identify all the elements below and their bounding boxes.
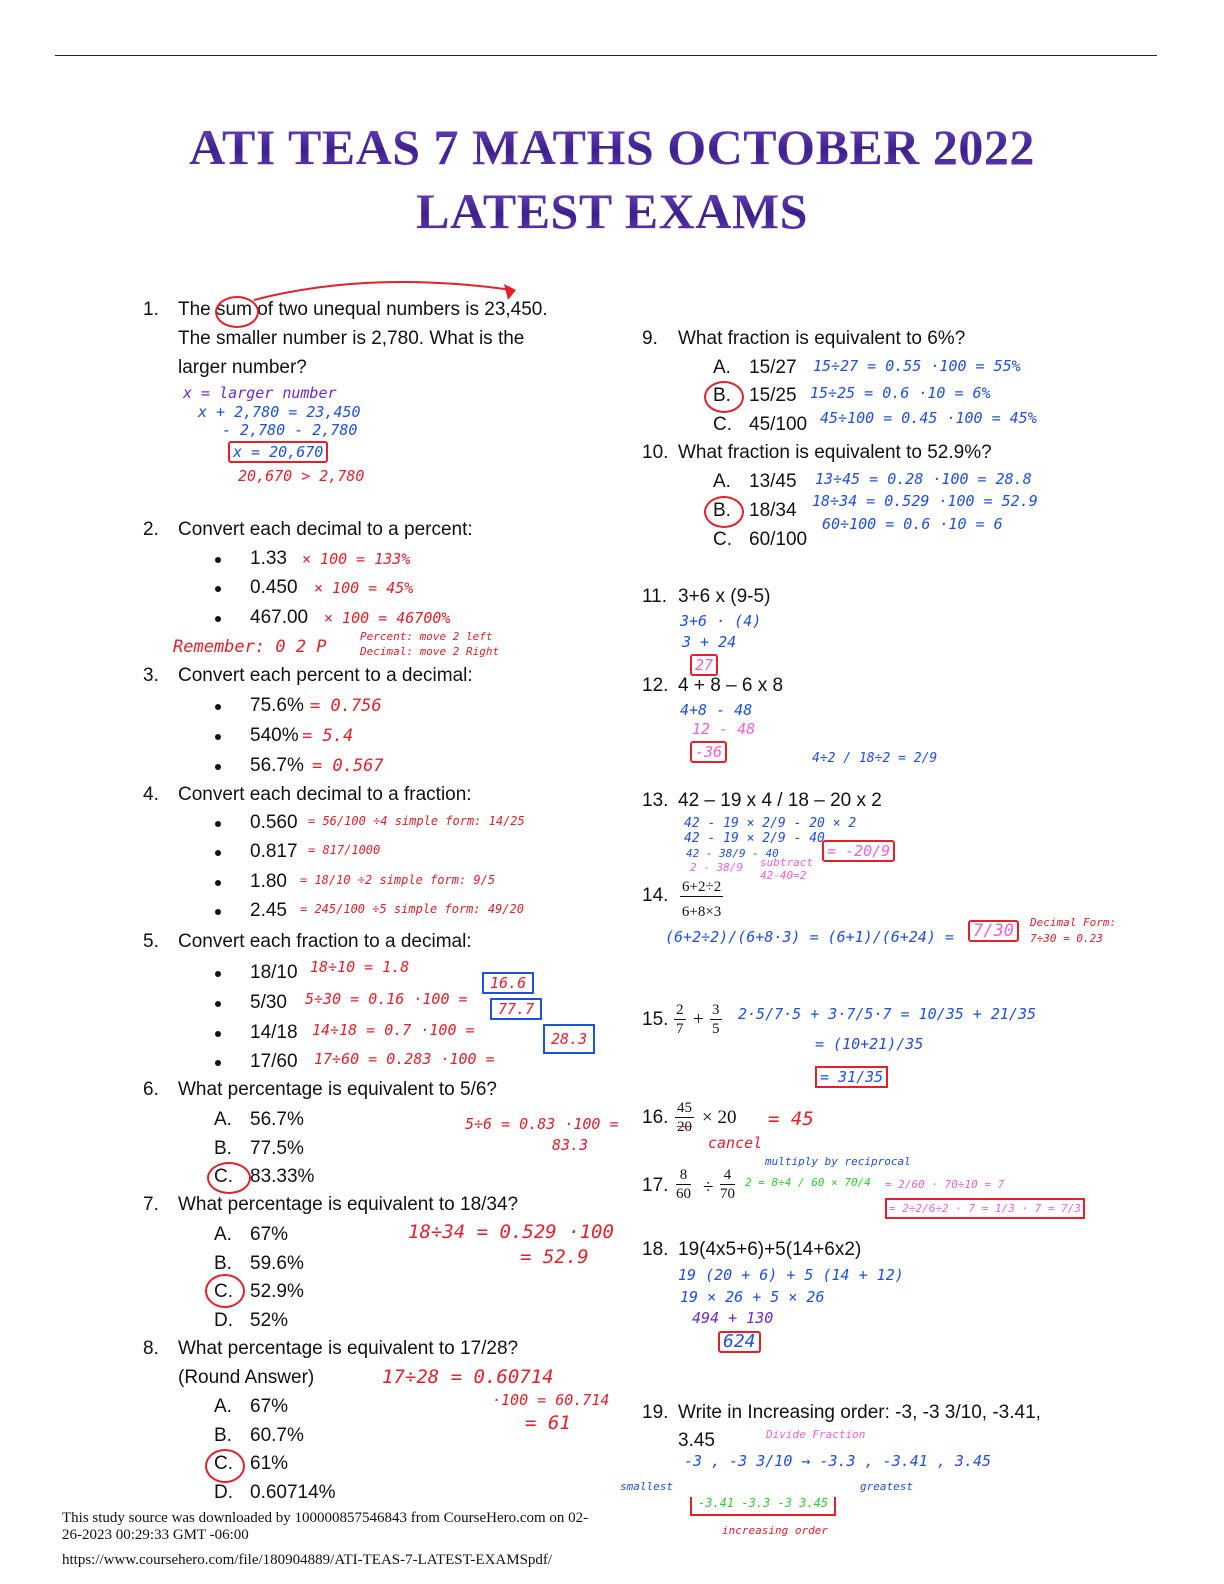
handwritten-note: ·100 = 60.714 <box>492 1391 610 1409</box>
option-letter: B. <box>214 1138 232 1159</box>
handwritten-answer: = -20/9 <box>822 840 895 862</box>
handwritten-note: 15÷25 = 0.6 ·10 = 6% <box>810 384 991 402</box>
option-letter: C. <box>214 1166 233 1187</box>
question-number: 9. <box>642 328 658 349</box>
handwritten-note: x + 2,780 = 23,450 <box>198 403 361 421</box>
annotation-arrow <box>250 276 530 306</box>
handwritten-note: 3 + 24 <box>682 633 737 651</box>
bullet <box>215 880 221 886</box>
handwritten-answer: = 45 <box>768 1108 814 1130</box>
list-item: 0.450 <box>250 577 298 598</box>
option-text: 15/25 <box>749 385 797 406</box>
question-text: larger number? <box>178 357 307 378</box>
question-number: 14. <box>642 885 669 906</box>
handwritten-note: (6+2÷2)/(6+8·3) = (6+1)/(6+24) = <box>665 928 954 946</box>
numerator: 8 <box>676 1166 691 1185</box>
question-number: 19. <box>642 1402 669 1423</box>
handwritten-note: = 52.9 <box>520 1246 589 1268</box>
option-letter: D. <box>214 1482 233 1503</box>
question-text: 4 + 8 – 6 x 8 <box>678 675 784 696</box>
handwritten-note: 4+8 - 48 <box>680 701 753 719</box>
handwritten-note: 19 × 26 + 5 × 26 <box>680 1288 825 1306</box>
question-number: 7. <box>143 1194 159 1215</box>
handwritten-answer: 28.3 <box>543 1024 595 1054</box>
denominator: 7 <box>676 1021 684 1037</box>
denominator: 70 <box>720 1186 735 1202</box>
bullet <box>215 704 221 710</box>
option-letter: A. <box>713 471 731 492</box>
option-text: 15/27 <box>749 357 797 378</box>
option-letter: C. <box>713 529 732 550</box>
handwritten-note: = 817/1000 <box>308 843 381 857</box>
fraction <box>710 1001 722 1038</box>
option-text: 60.7% <box>250 1425 304 1446</box>
answer-circle <box>207 1162 251 1194</box>
handwritten-note: 494 + 130 <box>692 1309 774 1327</box>
option-letter: B. <box>214 1425 232 1446</box>
handwritten-note: 2·5/7·5 + 3·7/5·7 = 10/35 + 21/35 <box>738 1005 1037 1023</box>
handwritten-note: 2 - 38/9 <box>690 861 743 874</box>
question-number: 5. <box>143 931 159 952</box>
handwritten-note: x = larger number <box>183 384 337 402</box>
title-line-2: LATEST EXAMS <box>0 182 1224 240</box>
handwritten-note: 5÷6 = 0.83 ·100 = <box>465 1115 619 1133</box>
numerator: 3 <box>712 1002 720 1018</box>
handwritten-note: 42 - 38/9 - 40 <box>686 847 779 860</box>
handwritten-note: smallest <box>620 1480 673 1493</box>
list-item: 1.80 <box>250 871 287 892</box>
handwritten-note: 60÷100 = 0.6 ·10 = 6 <box>822 515 1003 533</box>
question-text: Convert each fraction to a decimal: <box>178 931 472 952</box>
option-text: 60/100 <box>749 529 808 550</box>
handwritten-note: 18÷34 = 0.529 ·100 <box>408 1221 614 1243</box>
list-item: 0.817 <box>250 841 298 862</box>
handwritten-note: greatest <box>860 1480 913 1493</box>
handwritten-note: 2 = 8÷4 / 60 × 70/4 <box>745 1176 871 1189</box>
bullet <box>215 1001 221 1007</box>
numerator: 2 <box>676 1002 684 1018</box>
handwritten-answer: = 31/35 <box>815 1066 888 1088</box>
bullet <box>215 734 221 740</box>
denominator: 5 <box>712 1021 720 1037</box>
option-text: 56.7% <box>250 1109 304 1130</box>
option-letter: B. <box>214 1253 232 1274</box>
handwritten-note: = 0.567 <box>312 756 384 776</box>
question-number: 11. <box>642 586 668 607</box>
fraction <box>675 1099 694 1136</box>
option-letter: A. <box>214 1109 232 1130</box>
bullet <box>215 971 221 977</box>
question-text: 42 – 19 x 4 / 18 – 20 x 2 <box>678 790 882 811</box>
question-text: What percentage is equivalent to 17/28? <box>178 1338 519 1359</box>
handwritten-note: = 0.756 <box>310 696 382 716</box>
fraction <box>676 1166 691 1203</box>
handwritten-note: Decimal Form: <box>1030 916 1117 929</box>
handwritten-note: 20,670 > 2,780 <box>238 467 365 485</box>
option-letter: A. <box>713 357 731 378</box>
list-item: 75.6% <box>250 695 304 716</box>
option-text: 77.5% <box>250 1138 304 1159</box>
handwritten-note: 14÷18 = 0.7 ·100 = <box>312 1021 475 1039</box>
question-number: 6. <box>143 1079 159 1100</box>
denominator: 6+8×3 <box>681 904 722 920</box>
option-text: 59.6% <box>250 1253 304 1274</box>
numerator: 45 <box>677 1100 692 1116</box>
option-letter: B. <box>713 500 731 521</box>
option-text: 45/100 <box>749 414 808 435</box>
header-rule <box>55 55 1157 56</box>
handwritten-note: 3+6 · (4) <box>680 612 762 630</box>
question-number: 8. <box>143 1338 159 1359</box>
question-number: 15. <box>642 1009 669 1030</box>
handwritten-answer: 27 <box>690 654 718 676</box>
question-text: The sum of two unequal numbers is 23,450. <box>178 299 548 320</box>
fraction <box>720 1166 735 1203</box>
list-item: 5/30 <box>250 992 287 1013</box>
handwritten-note: = 245/100 ÷5 simple form: 49/20 <box>300 902 524 916</box>
handwritten-note: = (10+21)/35 <box>815 1035 924 1053</box>
bullet <box>215 909 221 915</box>
list-item: 17/60 <box>250 1051 298 1072</box>
handwritten-note: - 2,780 - 2,780 <box>222 421 358 439</box>
list-item: 2.45 <box>250 900 287 921</box>
option-text: 13/45 <box>749 471 797 492</box>
handwritten-note: 18÷10 = 1.8 <box>310 958 410 976</box>
answer-circle <box>205 1274 245 1308</box>
handwritten-answer: x = 20,670 <box>228 441 328 463</box>
list-item: 540% <box>250 725 299 746</box>
question-text: (Round Answer) <box>178 1367 315 1388</box>
handwritten-answer: = 2÷2/6÷2 · 7 = 1/3 · 7 = 7/3 <box>885 1198 1085 1219</box>
bullet <box>215 1031 221 1037</box>
handwritten-note: Remember: 0 2 P <box>173 637 327 657</box>
question-number: 18. <box>642 1239 669 1260</box>
operator: ÷ <box>703 1177 714 1198</box>
question-text: What percentage is equivalent to 18/34? <box>178 1194 519 1215</box>
handwritten-note: 18÷34 = 0.529 ·100 = 52.9 <box>812 492 1038 510</box>
question-number: 17. <box>642 1175 669 1196</box>
option-letter: A. <box>214 1396 232 1417</box>
handwritten-note: -3.41 -3.3 -3 3.45 <box>690 1497 836 1516</box>
bullet <box>215 821 221 827</box>
download-source-notice: This study source was downloaded by 100000857546843 from CourseHero.com on 02-26-2023 00:29:33 GMT -06:00 <box>62 1510 589 1543</box>
bullet <box>215 764 221 770</box>
handwritten-note: 42 - 19 × 2/9 - 40 <box>684 831 825 846</box>
question-number: 2. <box>143 519 159 540</box>
option-text: 18/34 <box>749 500 797 521</box>
option-letter: C. <box>713 414 732 435</box>
handwritten-note: = 5.4 <box>302 726 354 746</box>
answer-circle <box>205 1449 245 1483</box>
handwritten-note: × 100 = 46700% <box>324 609 451 627</box>
handwritten-note: = 2/60 · 70÷10 = 7 <box>885 1178 1005 1191</box>
handwritten-note: 15÷27 = 0.55 ·100 = 55% <box>813 357 1021 375</box>
option-letter: D. <box>214 1310 233 1331</box>
handwritten-answer: 77.7 <box>490 998 542 1020</box>
handwritten-note: Percent: move 2 left <box>360 630 493 643</box>
option-text: 67% <box>250 1396 289 1417</box>
list-item: 56.7% <box>250 755 304 776</box>
handwritten-note: 42 - 19 × 2/9 - 20 × 2 <box>684 816 857 831</box>
answer-circle <box>704 496 744 528</box>
handwritten-answer: 624 <box>718 1331 761 1353</box>
denominator: 20 <box>677 1119 692 1135</box>
list-item: 467.00 <box>250 607 309 628</box>
answer-circle <box>704 381 744 413</box>
question-number: 16. <box>642 1107 669 1128</box>
handwritten-note: -3 , -3 3/10 → -3.3 , -3.41 , 3.45 <box>684 1452 992 1470</box>
option-letter: A. <box>214 1224 232 1245</box>
question-text: 3.45 <box>678 1430 715 1451</box>
option-text: 83.33% <box>250 1166 315 1187</box>
option-text: 0.60714% <box>250 1482 336 1503</box>
source-url[interactable]: https://www.coursehero.com/file/180904889/ATI-TEAS-7-LATEST-EXAMSpdf/ <box>62 1552 553 1568</box>
title-line-1: ATI TEAS 7 MATHS OCTOBER 2022 <box>0 118 1224 176</box>
fraction <box>680 878 723 921</box>
question-number: 10. <box>642 442 669 463</box>
question-text: What fraction is equivalent to 52.9%? <box>678 442 992 463</box>
bullet <box>215 1060 221 1066</box>
handwritten-note: 17÷28 = 0.60714 <box>382 1366 554 1388</box>
handwritten-note: 5÷30 = 0.16 ·100 = <box>305 990 468 1008</box>
question-number: 3. <box>143 665 159 686</box>
bullet <box>215 850 221 856</box>
handwritten-answer: -36 <box>690 741 727 763</box>
operator: × 20 <box>702 1107 737 1128</box>
option-letter: C. <box>214 1453 233 1474</box>
handwritten-note: multiply by reciprocal <box>765 1155 911 1168</box>
handwritten-note: Decimal: move 2 Right <box>360 645 500 658</box>
handwritten-note: × 100 = 133% <box>302 550 411 568</box>
list-item: 14/18 <box>250 1022 298 1043</box>
question-text: 19(4x5+6)+5(14+6x2) <box>678 1239 862 1260</box>
question-text: What fraction is equivalent to 6%? <box>678 328 966 349</box>
fraction <box>674 1001 686 1038</box>
list-item: 0.560 <box>250 812 298 833</box>
question-text: Write in Increasing order: -3, -3 3/10, -3.41, <box>678 1402 1041 1423</box>
question-number: 4. <box>143 784 159 805</box>
operator: + <box>693 1009 704 1030</box>
handwritten-note: 45÷100 = 0.45 ·100 = 45% <box>820 409 1037 427</box>
handwritten-note: 7÷30 = 0.23 <box>1030 932 1103 945</box>
option-text: 52.9% <box>250 1281 304 1302</box>
option-text: 67% <box>250 1224 289 1245</box>
question-number: 12. <box>642 675 669 696</box>
handwritten-note: 83.3 <box>552 1136 589 1154</box>
handwritten-note: subtract 42-40=2 <box>760 856 813 882</box>
handwritten-note: = 18/10 ÷2 simple form: 9/5 <box>300 873 496 887</box>
handwritten-note: × 100 = 45% <box>314 579 414 597</box>
handwritten-note: Divide Fraction <box>766 1428 866 1441</box>
question-number: 13. <box>642 790 669 811</box>
handwritten-note: 17÷60 = 0.283 ·100 = <box>314 1050 495 1068</box>
numerator: 4 <box>720 1166 735 1185</box>
list-item: 18/10 <box>250 962 298 983</box>
question-text: 3+6 x (9-5) <box>678 586 771 607</box>
handwritten-answer: 16.6 <box>482 972 534 994</box>
handwritten-note: 4÷2 / 18÷2 = 2/9 <box>812 751 938 766</box>
option-text: 52% <box>250 1310 289 1331</box>
handwritten-note: = 56/100 ÷4 simple form: 14/25 <box>308 814 525 828</box>
question-text: Convert each decimal to a percent: <box>178 519 473 540</box>
question-number: 1. <box>143 299 159 320</box>
question-text: Convert each decimal to a fraction: <box>178 784 472 805</box>
question-text: What percentage is equivalent to 5/6? <box>178 1079 497 1100</box>
question-text: Convert each percent to a decimal: <box>178 665 473 686</box>
question-text: The smaller number is 2,780. What is the <box>178 328 525 349</box>
bullet <box>215 557 221 563</box>
bullet <box>215 616 221 622</box>
bullet <box>215 586 221 592</box>
option-letter: B. <box>713 385 731 406</box>
handwritten-note: cancel <box>708 1134 763 1152</box>
handwritten-answer: 7/30 <box>968 920 1019 942</box>
option-letter: C. <box>214 1281 233 1302</box>
option-text: 61% <box>250 1453 289 1474</box>
handwritten-note: 19 (20 + 6) + 5 (14 + 12) <box>678 1266 904 1284</box>
numerator: 6+2÷2 <box>682 879 722 895</box>
handwritten-note: 13÷45 = 0.28 ·100 = 28.8 <box>815 470 1032 488</box>
list-item: 1.33 <box>250 548 287 569</box>
denominator: 60 <box>676 1186 691 1202</box>
handwritten-note: = 61 <box>525 1412 571 1434</box>
handwritten-note: 12 - 48 <box>692 720 756 738</box>
handwritten-note: increasing order <box>722 1524 828 1537</box>
